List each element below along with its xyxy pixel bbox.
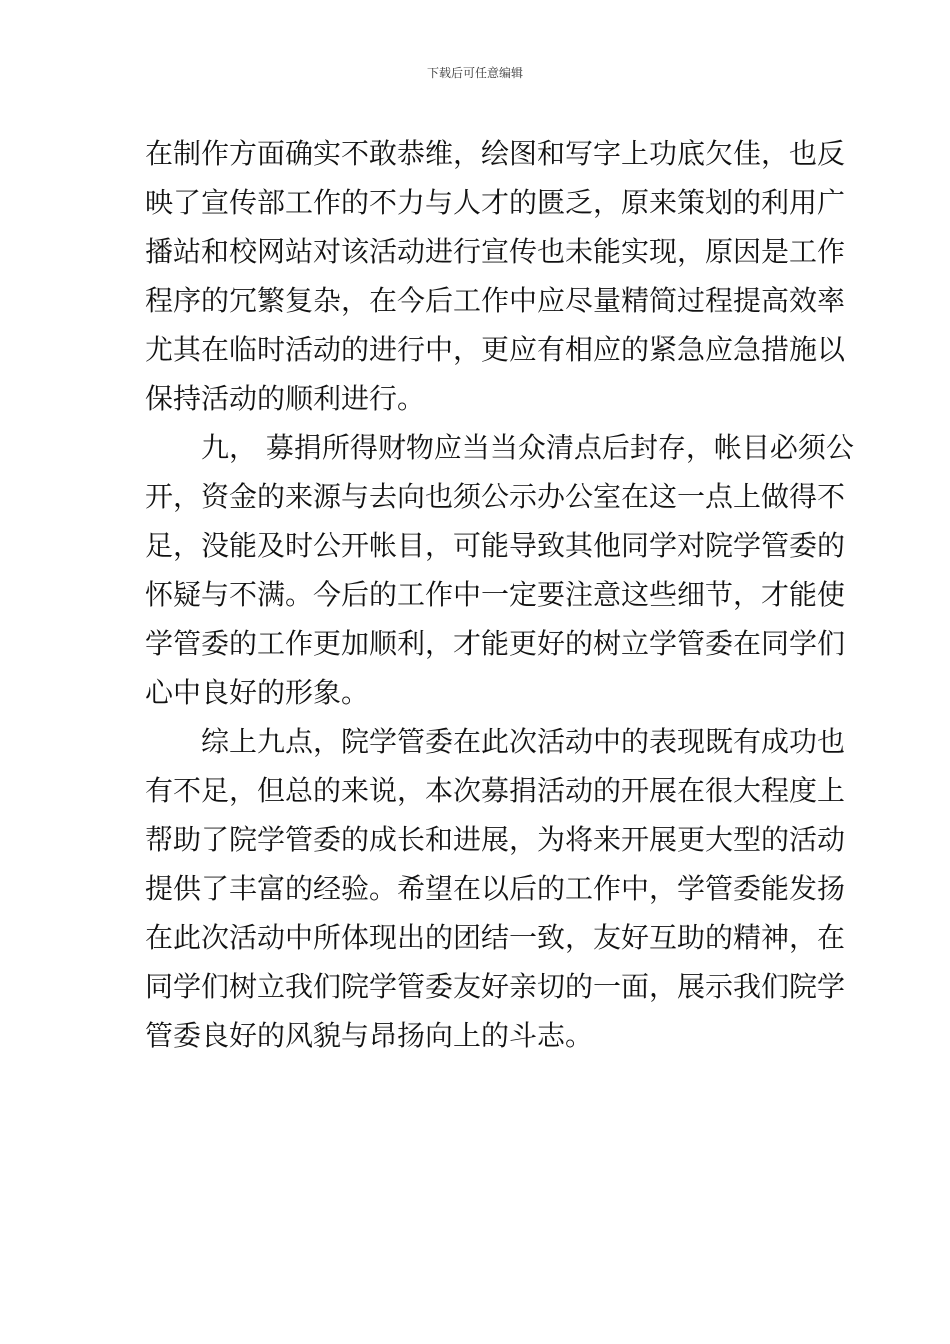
text-line: 综上九点，院学管委在此次活动中的表现既有成功也 (201, 725, 846, 758)
paragraph (145, 129, 846, 423)
text-line: 尤其在临时活动的进行中，更应有相应的紧急应急措施以 (145, 333, 846, 366)
text-line: 九， 募捐所得财物应当当众清点后封存，帐目必须公 (201, 431, 854, 464)
text-line: 足，没能及时公开帐目，可能导致其他同学对院学管委的 (145, 529, 846, 562)
text-line: 提供了丰富的经验。希望在以后的工作中，学管委能发扬 (145, 872, 846, 905)
text-line: 映了宣传部工作的不力与人才的匮乏，原来策划的利用广 (145, 186, 846, 219)
text-line: 怀疑与不满。今后的工作中一定要注意这些细节，才能使 (145, 578, 846, 611)
paragraph (145, 717, 846, 1060)
text-line: 同学们树立我们院学管委友好亲切的一面，展示我们院学 (145, 970, 846, 1003)
page-header: 下载后可任意编辑 (426, 66, 523, 80)
text-line: 开，资金的来源与去向也须公示办公室在这一点上做得不 (145, 480, 846, 513)
text-line: 保持活动的顺利进行。 (145, 382, 426, 415)
text-line: 学管委的工作更加顺利，才能更好的树立学管委在同学们 (145, 627, 846, 660)
text-line: 心中良好的形象。 (145, 676, 370, 709)
text-line: 在此次活动中所体现出的团结一致，友好互助的精神，在 (145, 921, 846, 954)
paragraph (145, 423, 854, 717)
text-line: 有不足，但总的来说，本次募捐活动的开展在很大程度上 (145, 774, 846, 807)
text-line: 播站和校网站对该活动进行宣传也未能实现，原因是工作 (145, 235, 846, 268)
text-line: 程序的冗繁复杂，在今后工作中应尽量精简过程提高效率 (145, 284, 846, 317)
document-body (145, 129, 854, 1060)
text-line: 管委良好的风貌与昂扬向上的斗志。 (145, 1019, 594, 1052)
text-line: 帮助了院学管委的成长和进展，为将来开展更大型的活动 (145, 823, 846, 856)
text-line: 在制作方面确实不敢恭维，绘图和写字上功底欠佳，也反 (145, 137, 846, 170)
